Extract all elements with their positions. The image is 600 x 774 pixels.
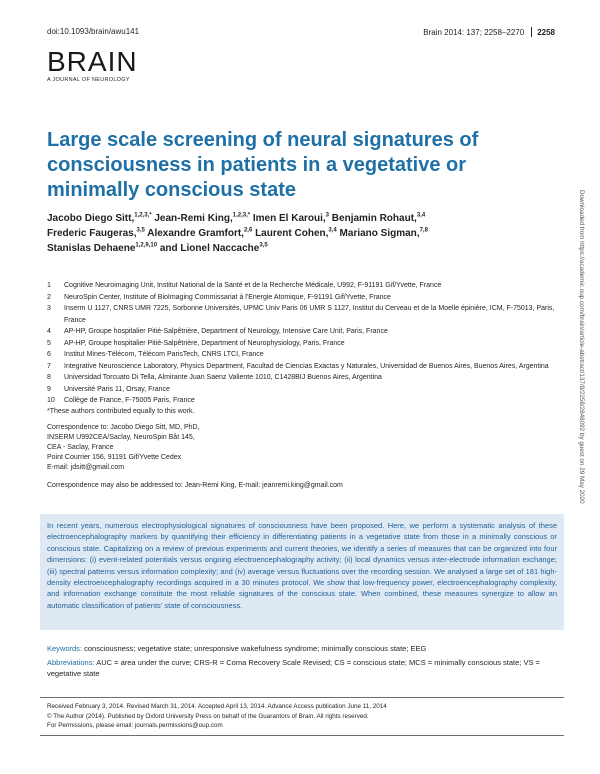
affiliation: 7 Integrative Neuroscience Laboratory, Physics Department, Facultad de Ciencias Exactas y Naturales, Universidad de Buenos Aires, Buenos Aires, Argentina xyxy=(47,362,549,370)
header-divider xyxy=(531,27,532,37)
journal-name: BRAIN xyxy=(47,46,138,77)
affiliation: 9 Université Paris 11, Orsay, France xyxy=(47,385,170,393)
article-title: Large scale screening of neural signatures of consciousness in patients in a vegetative or minimally conscious state xyxy=(47,129,479,201)
author: and Lionel Naccache$^{3,5}$ xyxy=(159,242,268,254)
correspondence-block xyxy=(47,423,200,473)
correspondence-line: INSERM U992CEA/Saclay, NeuroSpin Bât 145, xyxy=(47,434,195,441)
alternate-correspondence: Correspondence may also be addressed to: Jean-Remi King, E-mail: jeanremi.king@gmail.com xyxy=(47,482,343,489)
journal-logo xyxy=(47,48,138,83)
running-header xyxy=(423,27,555,37)
author: Jacobo Diego Sitt,$^{1,2,3,*}$ xyxy=(47,212,152,224)
journal-subtitle: A JOURNAL OF NEUROLOGY xyxy=(47,77,130,83)
footer-divider xyxy=(40,697,564,698)
article-footer xyxy=(47,702,387,731)
affiliation: 10 Collège de France, F-75005 Paris, France xyxy=(47,397,195,404)
doi-label: doi:10.1093/brain/awu141 xyxy=(47,27,140,36)
author: Benjamin Rohaut,$^{3,4}$ xyxy=(331,212,426,224)
affiliation: 6 Institut Mines-Télécom, Télécom ParisTech, CNRS LTCI, France xyxy=(47,351,264,358)
abbreviations-text: AUC = area under the curve; CRS-R = Coma Recovery Scale Revised; CS = conscious state; MCS = minimally conscious state; VS = vegetative state xyxy=(47,658,540,678)
author: Laurent Cohen,$^{3,4}$ xyxy=(255,227,337,239)
author: Jean-Remi King,$^{1,2,3,*}$ xyxy=(154,212,251,224)
author: Imen El Karoui,$^3$ xyxy=(252,212,330,224)
citation: Brain 2014: 137; 2258–2270 xyxy=(423,28,525,37)
author: Alexandre Gramfort,$^{2,6}$ xyxy=(147,227,253,239)
correspondence-email[interactable]: E-mail: jdsitt@gmail.com xyxy=(47,464,125,471)
author-list xyxy=(47,211,517,256)
download-watermark: Downloaded from https://academic.oup.com/brain/article-abstract/137/8/2258/2848092 by guest on 29 May 2020 xyxy=(578,190,585,504)
affiliation: 4 AP-HP, Groupe hospitalier Pitié-Salpêtrière, Department of Neurology, Intensive Care Unit, Paris, France xyxy=(47,328,388,335)
affiliation: 1 Cognitive Neuroimaging Unit, Institut National de la Santé et de la Recherche Médicale, U992, F-91191 Gif/Yvette, France xyxy=(47,282,442,289)
keywords-label: Keywords: xyxy=(47,644,83,653)
received-dates: Received February 3, 2014. Revised March 31, 2014. Accepted April 13, 2014. Advance Access publication June 11, 2014 xyxy=(47,703,387,710)
keywords xyxy=(47,643,559,654)
affiliation: 8 Universidad Torcuato Di Tella, Almirante Juan Saenz Valiente 1010, C1428BIJ Buenos Aires, Argentina xyxy=(47,374,382,381)
author: Frederic Faugeras,$^{3,5}$ xyxy=(47,227,145,239)
correspondence-line: CEA - Saclay, France xyxy=(47,444,114,451)
affiliation: 5 AP-HP, Groupe hospitalier Pitié-Salpêtrière, Department of Neurophysiology, Paris, France xyxy=(47,339,345,347)
author: Mariano Sigman,$^{7,8}$ xyxy=(339,227,428,239)
permissions-line: For Permissions, please email: journals.permissions@oup.com xyxy=(47,722,223,729)
equal-contribution-note: *These authors contributed equally to this work. xyxy=(47,408,195,415)
page-number: 2258 xyxy=(537,28,555,37)
abstract-text: In recent years, numerous electrophysiological signatures of consciousness have been proposed. Here, we perform a systematic analysis of these electroencephalography markers by quantifying their efficiency in differentiating patients in a vegetative state from those in a minimally conscious or conscious state. Capitalizing on a review of previous experiments and current theories, we identify a series of measures that can be organized into four dimensions: (i) event-related potentials versus ongoing electroencephalography activity; (ii) local dynamics versus inter-electrode information exchange; (iii) spectral patterns versus information complexity; and (iv) average versus fluctuations over the recording session. We analysed a large set of 181 high-density electroencephalography recordings acquired in a 30 minutes protocol. We show that low-frequency power, electroencephalography complexity, and information exchange constitute the most reliable signatures of the conscious state. When combined, these measures synergize to allow an automatic classification of patients' state of consciousness. xyxy=(47,521,557,610)
abbreviations-label: Abbreviations: xyxy=(47,658,95,667)
correspondence-line: Correspondence to: Jacobo Diego Sitt, MD, PhD, xyxy=(47,424,200,431)
correspondence-line: Point Courrier 156, 91191 Gif/Yvette Cedex xyxy=(47,454,182,461)
abstract-box xyxy=(40,514,564,630)
footer-bottom-divider xyxy=(40,735,564,736)
keywords-text: consciousness; vegetative state; unresponsive wakefulness syndrome; minimally conscious state; EEG xyxy=(84,644,427,653)
author: Stanislas Dehaene$^{1,2,9,10}$ xyxy=(47,242,158,254)
affiliation: 2 NeuroSpin Center, Institute of BioImaging Commissariat à l'Energie Atomique, F-91191 Gif/Yvette, France xyxy=(47,293,391,301)
affiliation-list xyxy=(47,280,562,407)
abbreviations xyxy=(47,657,559,679)
affiliation: 3 Inserm U 1127, CNRS UMR 7225, Sorbonne Universités, UPMC Univ Paris 06 UMR S 1127, Institut du Cerveau et de la Moelle épinière, ICM, F-75013, Paris, France xyxy=(47,305,555,324)
copyright-line: © The Author (2014). Published by Oxford University Press on behalf of the Guarantors of Brain. All rights reserved. xyxy=(47,712,369,720)
